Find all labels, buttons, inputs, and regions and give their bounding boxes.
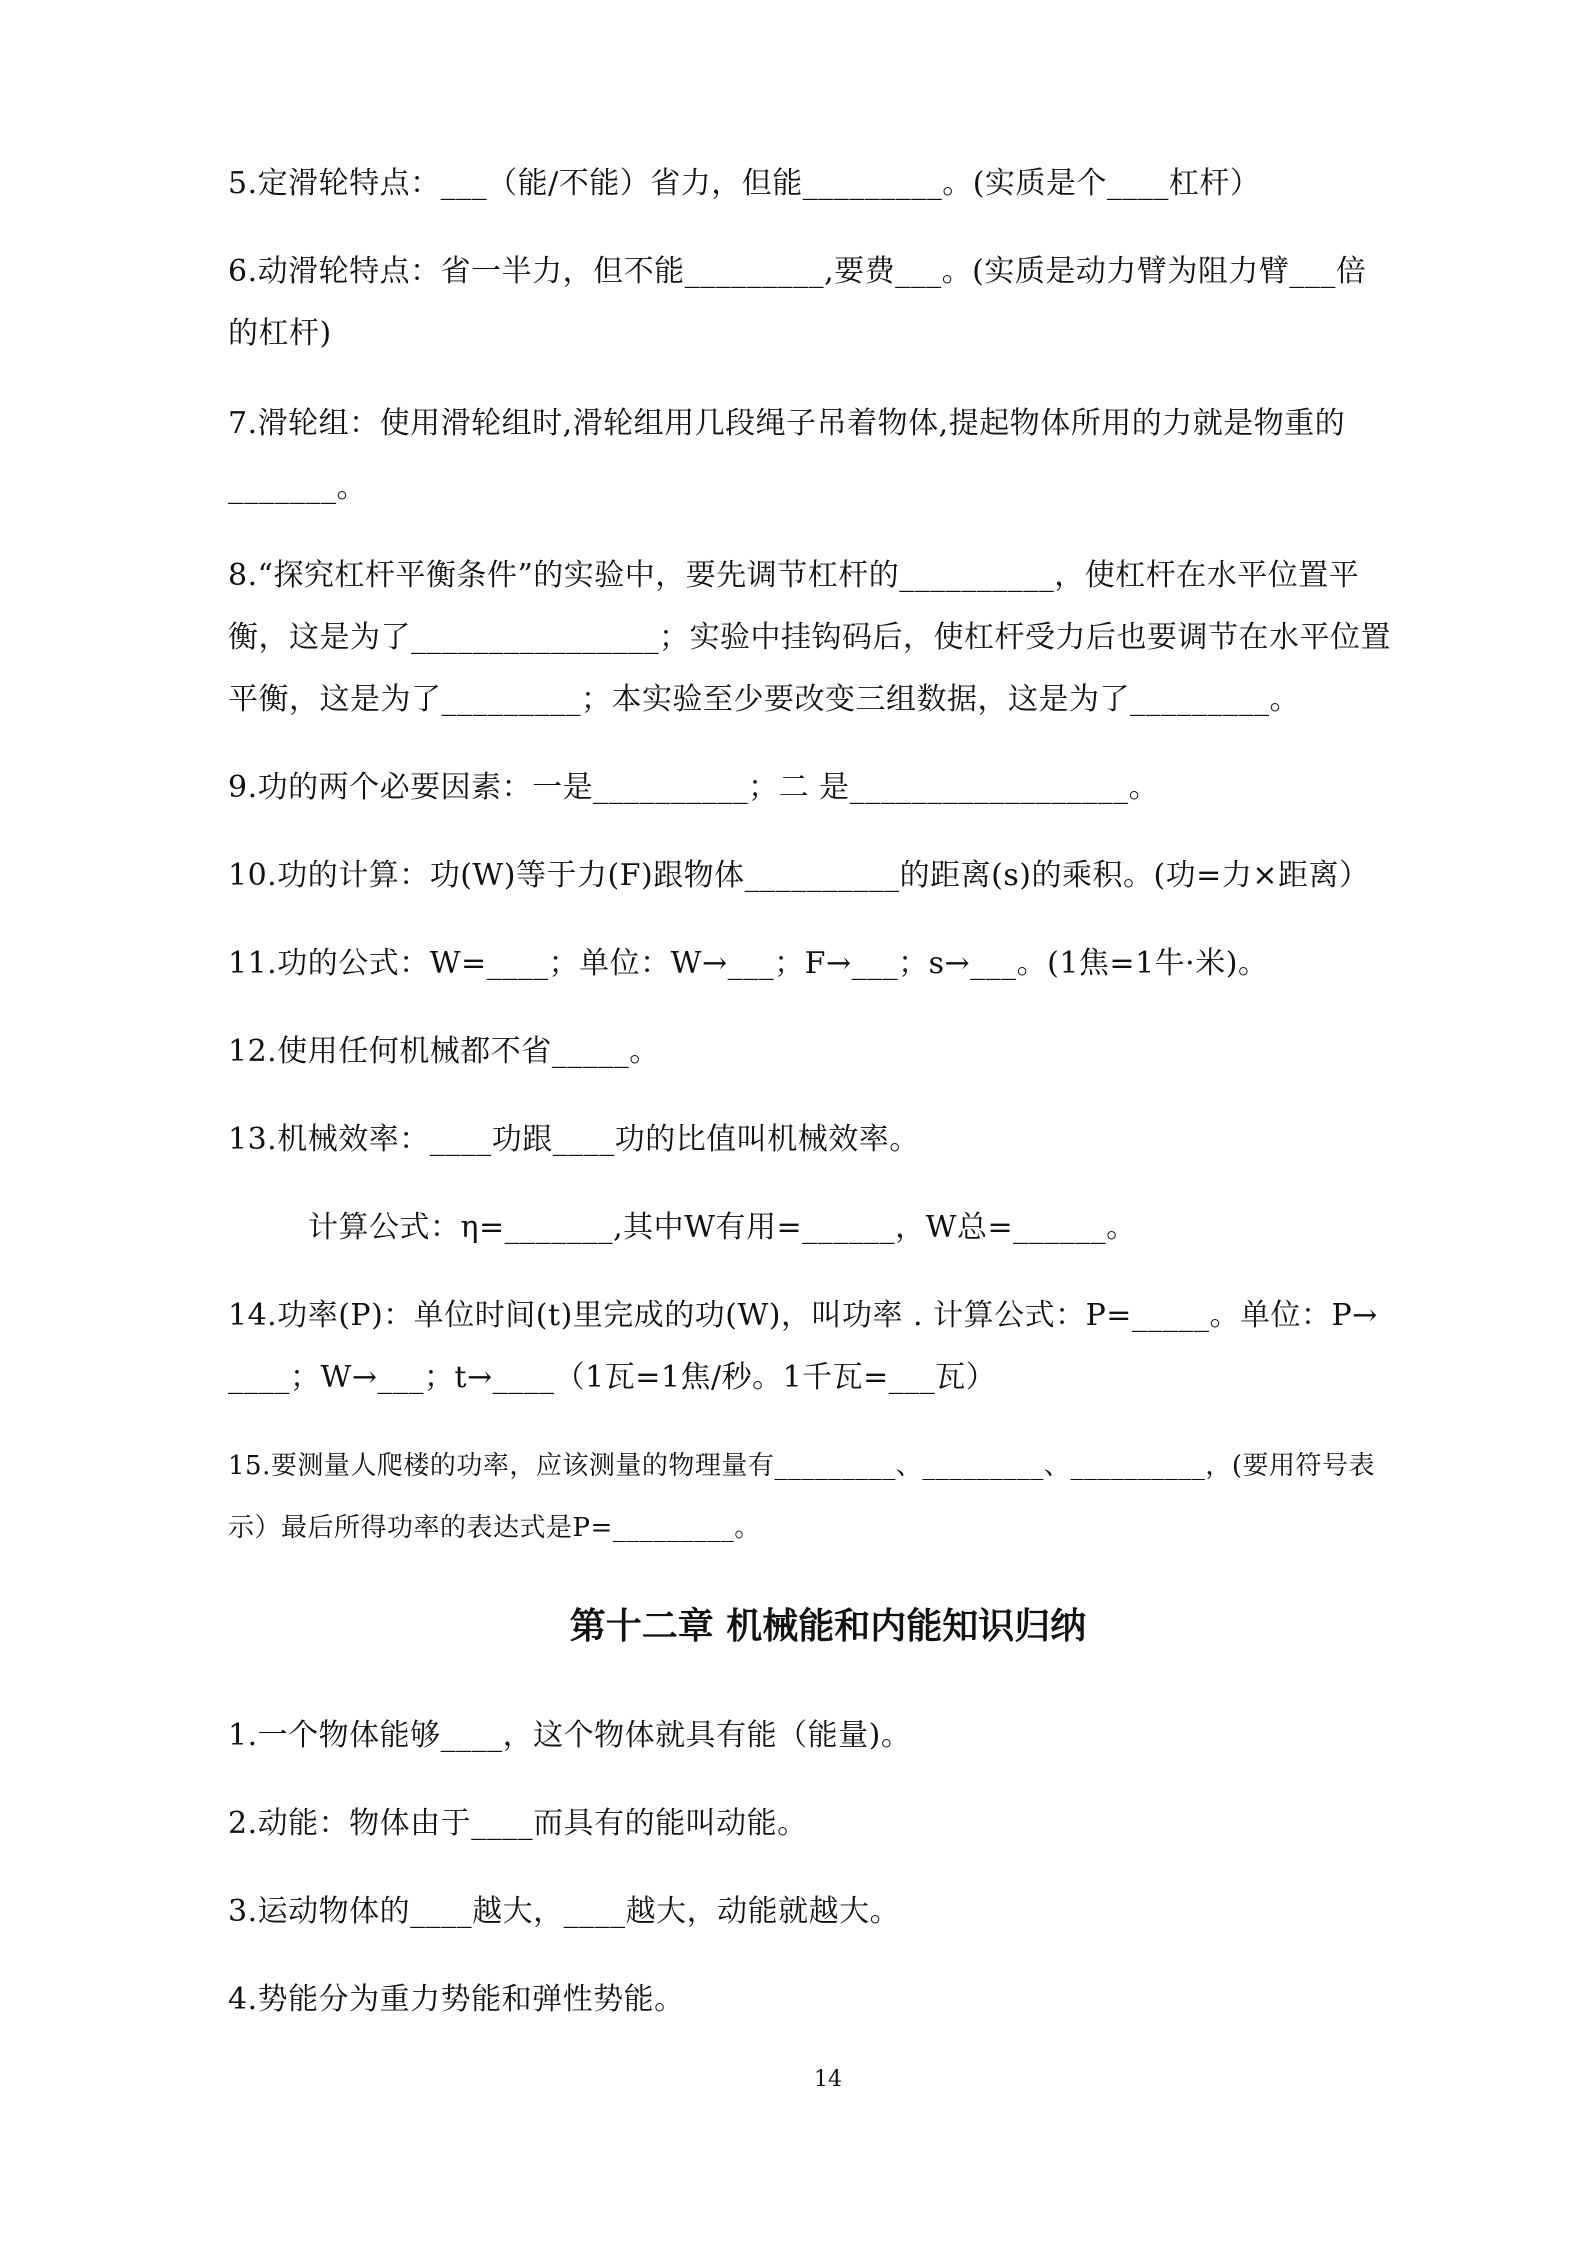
item-15-continuation: 示）最后所得功率的表达式是P=_________。 (228, 1513, 761, 1543)
page-number: 14 (814, 2067, 842, 2092)
item-14-continuation: ____；W→___；t→____（1瓦=1焦/秒。1千瓦=___瓦） (228, 1360, 997, 1395)
chapter-item-4: 4.势能分为重力势能和弹性势能。 (228, 1982, 685, 2017)
chapter-item-2: 2.动能：物体由于____而具有的能叫动能。 (228, 1806, 808, 1841)
item-14-power: 14.功率(P)：单位时间(t)里完成的功(W)，叫功率 . 计算公式：P=_____。单位：P→ (228, 1298, 1378, 1333)
item-7-pulley-block: 7.滑轮组：使用滑轮组时,滑轮组用几段绳子吊着物体,提起物体所用的力就是物重的 (228, 406, 1346, 441)
chapter-item-3: 3.运动物体的____越大，____越大，动能就越大。 (228, 1894, 901, 1929)
item-13-efficiency: 13.机械效率：____功跟____功的比值叫机械效率。 (228, 1122, 920, 1157)
item-11-work-formula: 11.功的公式：W=____；单位：W→___；F→___；s→___。(1焦=1牛·米)。 (228, 946, 1269, 981)
item-6-movable-pulley: 6.动滑轮特点：省一半力，但不能_________,要费___。(实质是动力臂为阻力臂___倍 (228, 254, 1367, 289)
item-8-continuation-2: 平衡，这是为了_________；本实验至少要改变三组数据，这是为了_________。 (228, 682, 1300, 717)
item-13-formula: 计算公式：η=_______,其中W有用=______，W总=______。 (308, 1210, 1137, 1245)
chapter-item-1: 1.一个物体能够____，这个物体就具有能（能量)。 (228, 1718, 912, 1753)
item-12-machines: 12.使用任何机械都不省_____。 (228, 1034, 660, 1069)
item-7-continuation: _______。 (228, 470, 367, 505)
item-8-continuation-1: 衡，这是为了________________；实验中挂钩码后，使杠杆受力后也要调节在水平位置 (228, 620, 1391, 655)
item-8-lever-experiment: 8.“探究杠杆平衡条件”的实验中，要先调节杠杆的__________，使杠杆在水平位置平 (228, 558, 1360, 593)
item-5-fixed-pulley: 5.定滑轮特点：___（能/不能）省力，但能_________。(实质是个____杠杆） (228, 166, 1261, 201)
item-10-work-calculation: 10.功的计算：功(W)等于力(F)跟物体__________的距离(s)的乘积。(功=力×距离） (228, 858, 1370, 893)
item-9-work-factors: 9.功的两个必要因素：一是__________；二 是__________________。 (228, 770, 1160, 805)
document-page (228, 0, 1428, 2245)
item-15-stair-power: 15.要测量人爬楼的功率，应该测量的物理量有_________、_________、__________，(要用符号表 (228, 1451, 1375, 1481)
chapter-title: 第十二章 机械能和内能知识归纳 (569, 1605, 1087, 1647)
item-6-continuation: 的杠杆) (228, 316, 332, 351)
